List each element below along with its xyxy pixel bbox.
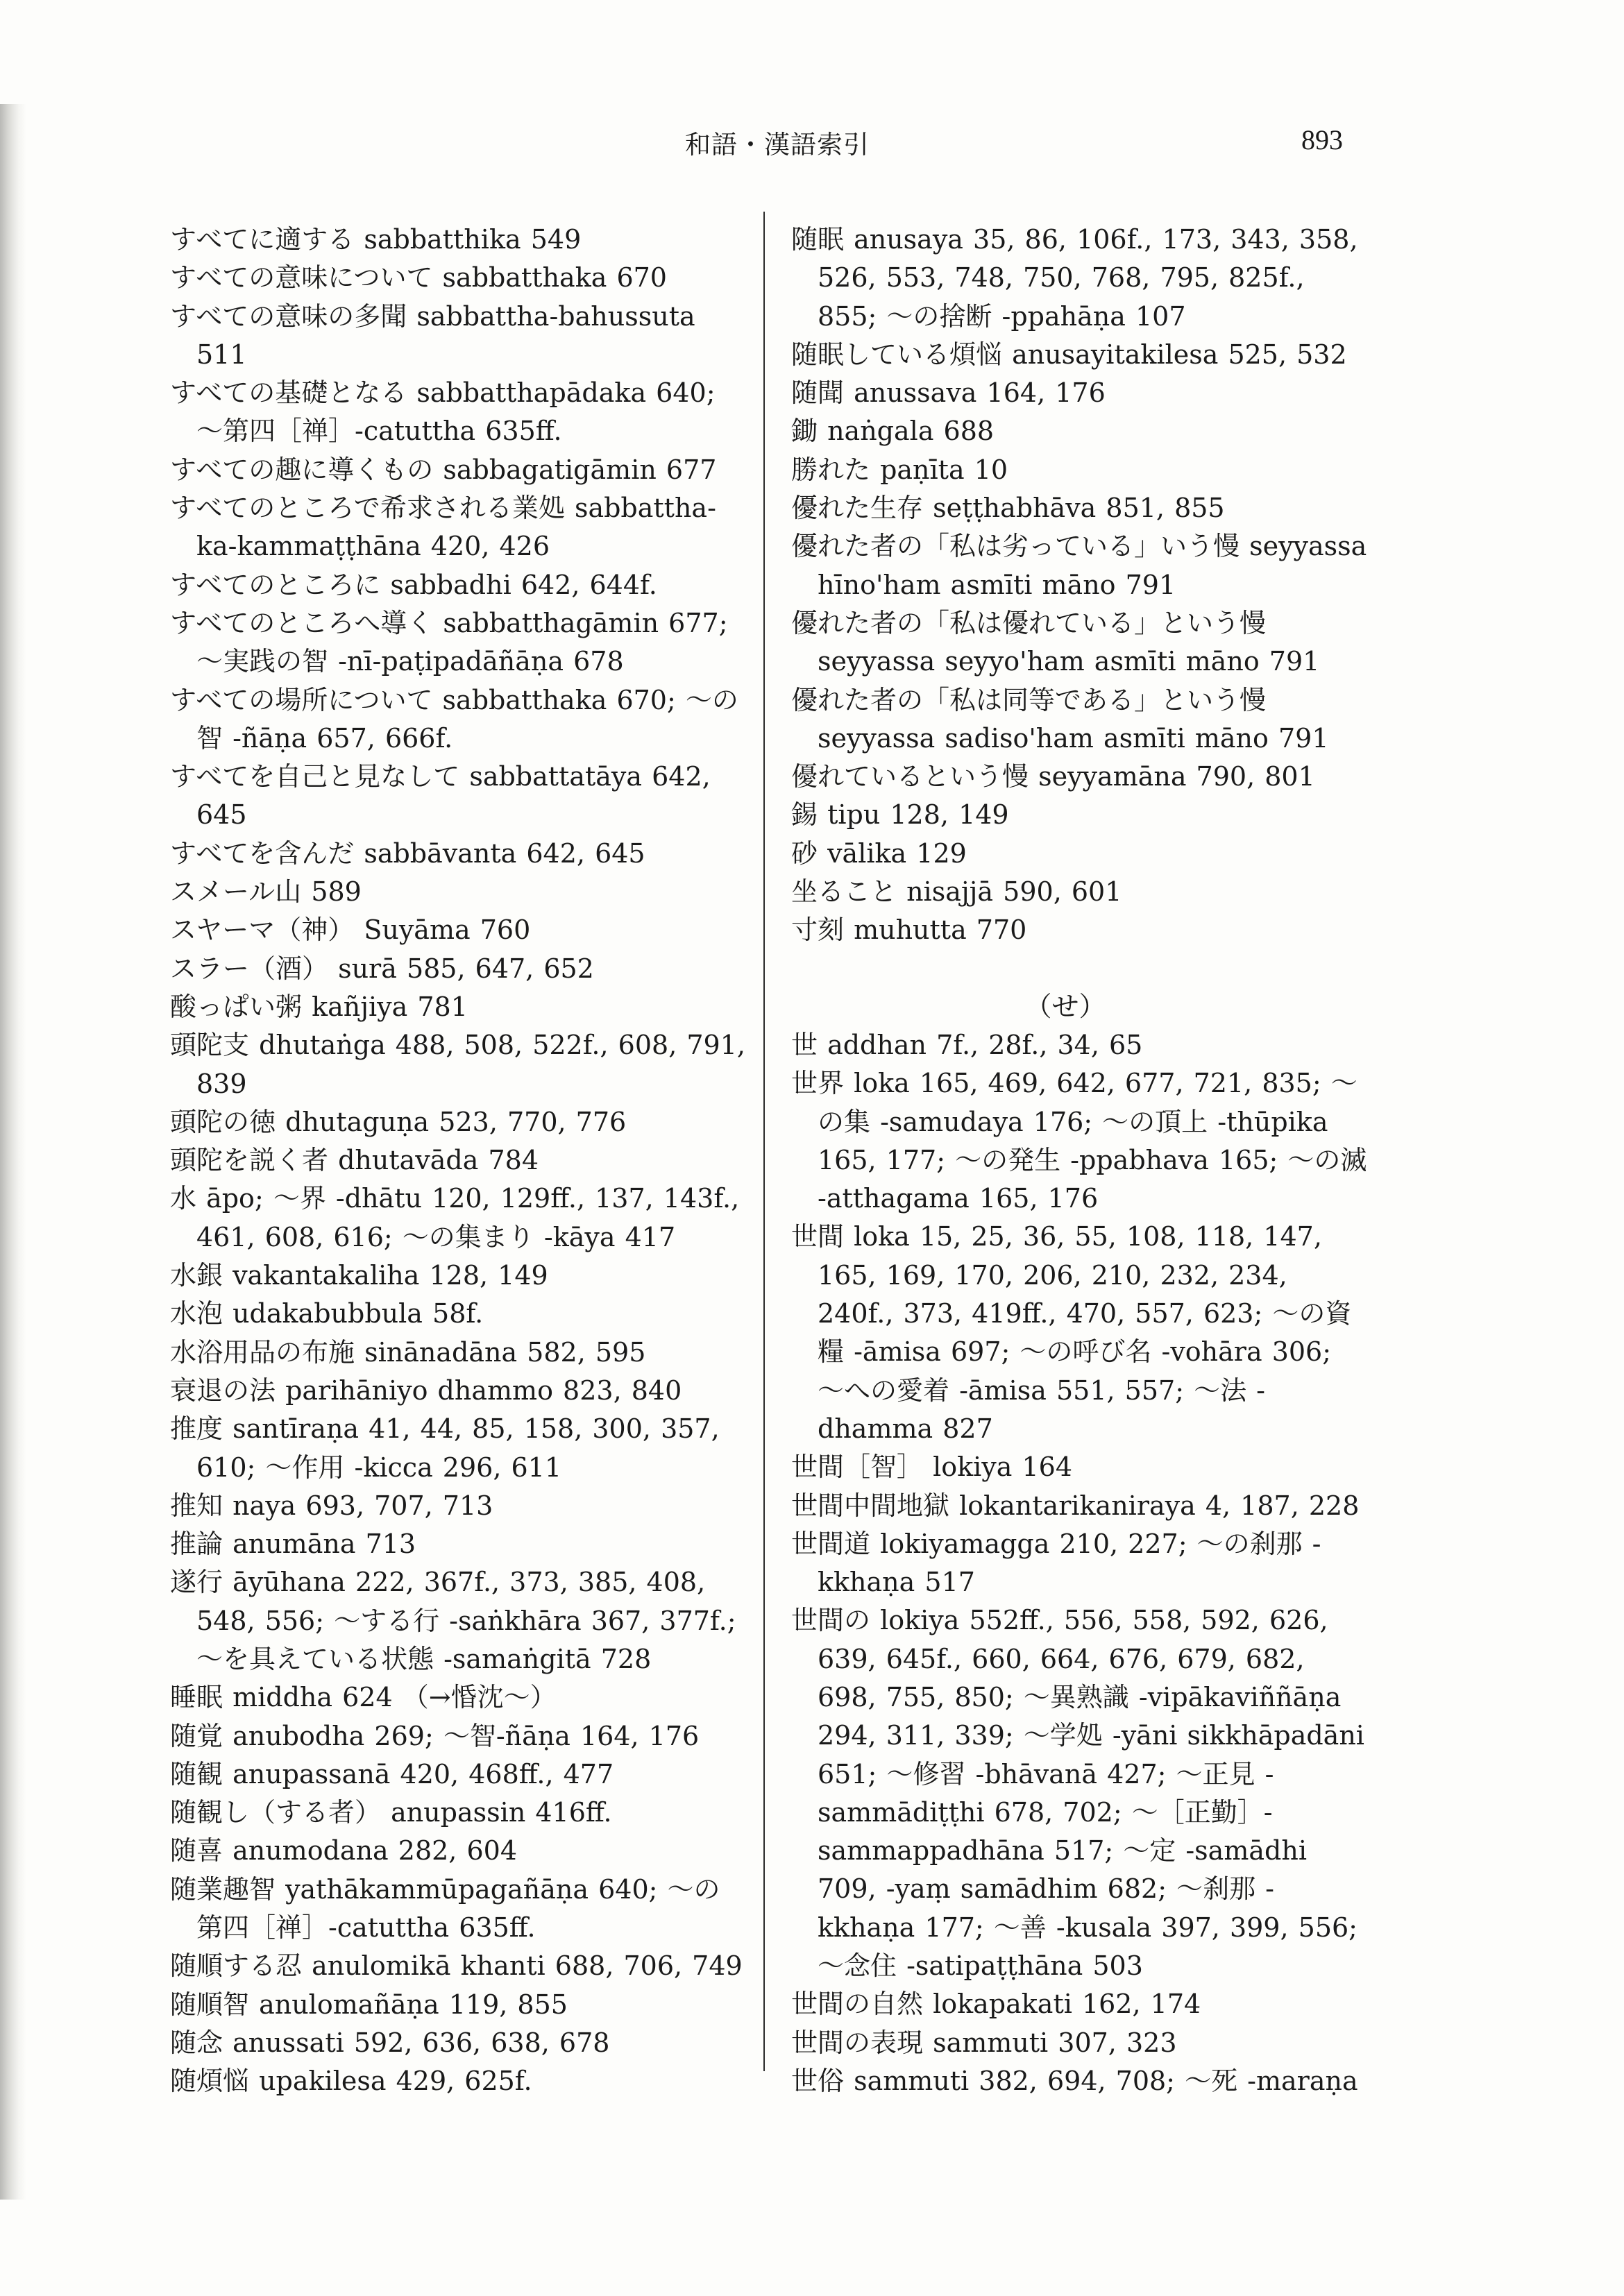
index-entry: 水 āpo; ～界 -dhātu 120, 129ff., 137, 143f., 461, 608, 616; ～の集まり -kāya 417 bbox=[170, 1183, 740, 1252]
index-entry: 随聞 anussava 164, 176 bbox=[791, 377, 1106, 409]
index-entry: 世俗 sammuti 382, 694, 708; ～死 -maraṇa bbox=[791, 2065, 1358, 2096]
index-entry: 随業趣智 yathākammūpagañāṇa 640; ～の第四［禅］-catuttha 635ff. bbox=[170, 1873, 720, 1944]
index-column-left bbox=[170, 221, 746, 2101]
index-entry: 優れた者の「私は優れている」という慢 seyyassa seyyo'ham asmīti māno 791 bbox=[791, 607, 1320, 677]
index-entry: 水浴用品の布施 sinānadāna 582, 595 bbox=[170, 1336, 646, 1368]
index-entry: 優れた者の「私は劣っている」いう慢 seyyassa hīno'ham asmīti māno 791 bbox=[791, 531, 1367, 600]
index-entry: すべてのところに sabbadhi 642, 644f. bbox=[170, 569, 657, 600]
index-entry: スラー（酒） surā 585, 647, 652 bbox=[170, 953, 594, 984]
index-entry: 寸刻 muhutta 770 bbox=[791, 915, 1027, 946]
index-entry: 世間の lokiya 552ff., 556, 558, 592, 626, 639, 645f., 660, 664, 676, 679, 682, 698, 755, 850; ～異熟識 -vipākaviññāṇa 294, 311, 339; ～学処 -yāni sikkhāpadāni 651; ～修習 -bhāvanā 427; ～正見 -sammādiṭṭhi 678, 702; ～［正勤］-sammappadhāna 517; ～定 -samādhi 709, -yaṃ samādhim 682; ～刹那 -kkhaṇa 177; ～善 -kusala 397, 399, 556; ～念住 -satipaṭṭhāna 503 bbox=[791, 1605, 1364, 1982]
column-divider bbox=[763, 212, 765, 2071]
index-entry: 推論 anumāna 713 bbox=[170, 1529, 416, 1560]
index-entry: 世間 loka 15, 25, 36, 55, 108, 118, 147, 165, 169, 170, 206, 210, 232, 234, 240f., 373, 419ff., 470, 557, 623; ～の資糧 -āmisa 697; ～の呼び名 -vohāra 306; ～への愛着 -āmisa 551, 557; ～法 -dhamma 827 bbox=[791, 1221, 1352, 1444]
index-entry: 世間［智］ lokiya 164 bbox=[791, 1452, 1073, 1483]
index-entry: 鋤 naṅgala 688 bbox=[791, 416, 995, 447]
index-entry: 随念 anussati 592, 636, 638, 678 bbox=[170, 2027, 610, 2058]
index-entry: 随喜 anumodana 282, 604 bbox=[170, 1835, 518, 1866]
index-entry: 水泡 udakabubbula 58f. bbox=[170, 1298, 484, 1329]
index-entry: 砂 vālika 129 bbox=[791, 837, 967, 869]
index-entry: 推知 naya 693, 707, 713 bbox=[170, 1490, 493, 1521]
index-entry: 優れているという慢 seyyamāna 790, 801 bbox=[791, 761, 1315, 792]
index-entry: 睡眠 middha 624 （→惛沈～） bbox=[170, 1682, 557, 1713]
index-column-right bbox=[791, 221, 1367, 2100]
index-entry: 水銀 vakantakaliha 128, 149 bbox=[170, 1260, 548, 1291]
index-entry: すべての意味について sabbatthaka 670 bbox=[170, 262, 667, 294]
index-entry: 随観し（する者） anupassin 416ff. bbox=[170, 1797, 612, 1828]
running-head bbox=[0, 124, 1624, 165]
index-entry: 酸っぱい粥 kañjiya 781 bbox=[170, 991, 468, 1022]
index-entry: 世間道 lokiyamagga 210, 227; ～の刹那 -kkhaṇa 517 bbox=[791, 1528, 1321, 1598]
index-entry: 随眠 anusaya 35, 86, 106f., 173, 343, 358, 526, 553, 748, 750, 768, 795, 825f., 855; ～の捨断 -ppahāṇa 107 bbox=[791, 224, 1358, 332]
index-entry: すべてのところへ導く sabbatthagāmin 677; ～実践の智 -nī-paṭipadāñāṇa 678 bbox=[170, 607, 728, 677]
index-entry: すべての場所について sabbatthaka 670; ～の智 -ñāṇa 657, 666f. bbox=[170, 684, 738, 754]
index-entry: 遂行 āyūhana 222, 367f., 373, 385, 408, 548, 556; ～する行 -saṅkhāra 367, 377f.; ～を具えている状態 -samaṅgitā 728 bbox=[170, 1567, 736, 1674]
index-entry: 世間中間地獄 lokantarikaniraya 4, 187, 228 bbox=[791, 1490, 1360, 1521]
index-entry: 錫 tipu 128, 149 bbox=[791, 799, 1009, 831]
index-entry: 世間の自然 lokapakati 162, 174 bbox=[791, 1989, 1201, 2020]
index-entry: 勝れた paṇīta 10 bbox=[791, 454, 1008, 485]
index-entry: すべてに適する sabbatthika 549 bbox=[170, 224, 582, 255]
index-entry: 世界 loka 165, 469, 642, 677, 721, 835; ～の集 -samudaya 176; ～の頂上 -thūpika 165, 177; ～の発生 -ppabhava 165; ～の滅 -atthagama 165, 176 bbox=[791, 1068, 1367, 1214]
index-entry: 衰退の法 parihāniyo dhammo 823, 840 bbox=[170, 1375, 682, 1406]
index-entry: 推度 santīraṇa 41, 44, 85, 158, 300, 357, 610; ～作用 -kicca 296, 611 bbox=[170, 1413, 720, 1483]
section-heading-se: （せ） bbox=[1024, 991, 1106, 1023]
scan-shadow bbox=[0, 104, 26, 2200]
index-entry: 優れた者の「私は同等である」という慢 seyyassa sadiso'ham asmīti māno 791 bbox=[791, 684, 1329, 754]
index-entry: 頭陀の徳 dhutaguṇa 523, 770, 776 bbox=[170, 1106, 627, 1137]
index-entry: スメール山 589 bbox=[170, 876, 362, 908]
index-entry: 世間の表現 sammuti 307, 323 bbox=[791, 2027, 1177, 2058]
index-entry: 世 addhan 7f., 28f., 34, 65 bbox=[791, 1029, 1143, 1060]
index-entry: すべてを自己と見なして sabbattatāya 642, 645 bbox=[170, 761, 711, 831]
index-entry: すべてのところで希求される業処 sabbattha-ka-kammaṭṭhāna 420, 426 bbox=[170, 493, 716, 562]
index-entry: すべての意味の多聞 sabbattha-bahussuta 511 bbox=[170, 300, 695, 370]
index-entry: 随順智 anulomañāṇa 119, 855 bbox=[170, 1989, 568, 2020]
index-entry: 随煩悩 upakilesa 429, 625f. bbox=[170, 2066, 532, 2097]
index-entry: すべての基礎となる sabbatthapādaka 640; ～第四［禅］-catuttha 635ff. bbox=[170, 377, 716, 447]
page-number: 893 bbox=[1301, 124, 1343, 155]
index-entry: 随眠している煩悩 anusayitakilesa 525, 532 bbox=[791, 339, 1347, 370]
index-entry: スヤーマ（神） Suyāma 760 bbox=[170, 915, 531, 946]
index-entry: 随覚 anubodha 269; ～智-ñāṇa 164, 176 bbox=[170, 1720, 700, 1751]
index-entry: 坐ること nisajjā 590, 601 bbox=[791, 876, 1122, 908]
index-entry: 随順する忍 anulomikā khanti 688, 706, 749 bbox=[170, 1950, 743, 1982]
index-entry: 頭陀を説く者 dhutavāda 784 bbox=[170, 1145, 539, 1176]
index-entry: 随観 anupassanā 420, 468ff., 477 bbox=[170, 1758, 614, 1789]
index-entry: すべてを含んだ sabbāvanta 642, 645 bbox=[170, 837, 645, 869]
index-entry: 頭陀支 dhutaṅga 488, 508, 522f., 608, 791, 839 bbox=[170, 1030, 745, 1099]
index-entry: すべての趣に導くもの sabbagatigāmin 677 bbox=[170, 454, 717, 485]
page-title: 和語・漢語索引 bbox=[685, 130, 870, 160]
index-entry: 優れた生存 seṭṭhabhāva 851, 855 bbox=[791, 493, 1225, 524]
